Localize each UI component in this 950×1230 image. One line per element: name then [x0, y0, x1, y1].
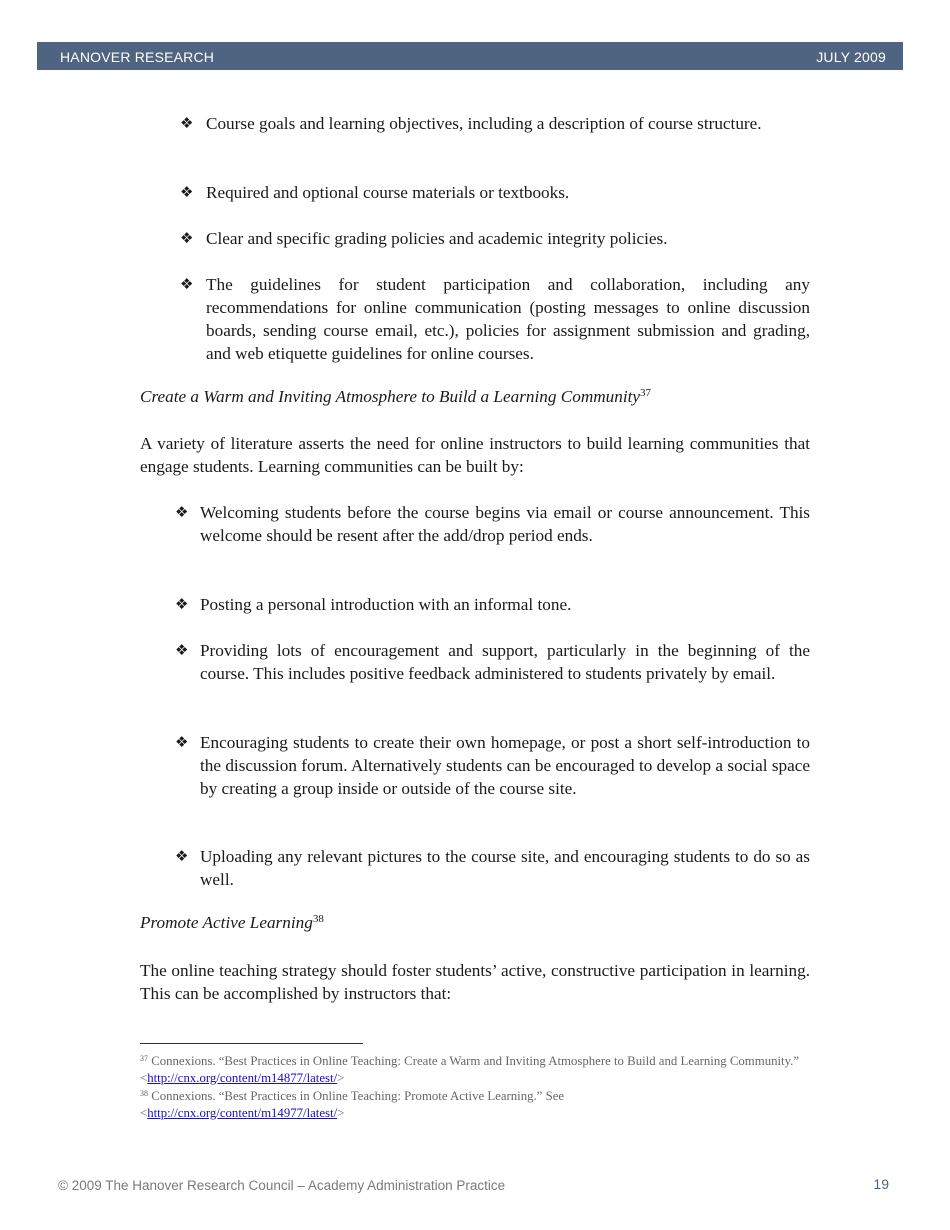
section-intro: The online teaching strategy should foster students’ active, constructive participation in learning. This can be accomplished by instructors that: — [140, 961, 810, 1003]
diamond-bullet-icon: ❖ — [180, 183, 194, 201]
section-heading: Promote Active Learning$^{38}$ — [140, 913, 324, 932]
header-bar — [37, 42, 903, 70]
diamond-bullet-icon: ❖ — [175, 641, 189, 659]
footnote-38: $^{38}$ Connexions. “Best Practices in Online Teaching: Promote Active Learning.” See <http://cnx.org/content/m14977/latest/> — [140, 1089, 565, 1120]
footer-copyright: © 2009 The Hanover Research Council – Academy Administration Practice — [58, 1178, 506, 1193]
diamond-bullet-icon: ❖ — [180, 114, 194, 132]
diamond-bullet-icon: ❖ — [175, 503, 189, 521]
footnote-link[interactable]: http://cnx.org/content/m14977/latest/ — [147, 1105, 338, 1120]
footnote-37: $^{37}$ Connexions. “Best Practices in Online Teaching: Create a Warm and Inviting Atmosphere to Build and Learning Community.” <http://cnx.org/content/m14877/latest/> — [140, 1054, 800, 1085]
list-item: ❖ Uploading any relevant pictures to the course site, and encouraging students to do so as well. — [175, 847, 810, 889]
section-heading: Create a Warm and Inviting Atmosphere to Build a Learning Community$^{37}$ — [140, 387, 652, 406]
header-date: JULY 2009 — [816, 49, 886, 65]
footnote-ref: 38 — [312, 913, 324, 925]
section-intro: A variety of literature asserts the need for online instructors to build learning communities that engage students. Learning communities can be built by: — [140, 434, 810, 476]
list-item: ❖ Clear and specific grading policies and academic integrity policies. — [180, 229, 668, 248]
footnote-divider — [140, 1043, 363, 1044]
page-number: 19 — [873, 1176, 889, 1192]
list-item: ❖ Welcoming students before the course begins via email or course announcement. This welcome should be resent after the add/drop period ends. — [175, 503, 810, 545]
diamond-bullet-icon: ❖ — [180, 229, 194, 247]
list-item: ❖ Course goals and learning objectives, including a description of course structure. — [180, 114, 762, 133]
list-item: ❖ Providing lots of encouragement and support, particularly in the beginning of the course. This includes positive feedback administered to students privately by email. — [175, 641, 810, 683]
header-org: HANOVER RESEARCH — [60, 49, 215, 65]
list-item: ❖ Encouraging students to create their own homepage, or post a short self-introduction to the discussion forum. Alternatively students can be encouraged to develop a social space by creating a group inside or outside of the course site. — [175, 733, 810, 798]
footnote-ref: 37 — [640, 387, 652, 399]
list-item: ❖ Required and optional course materials or textbooks. — [180, 183, 570, 202]
list-item: ❖ Posting a personal introduction with an informal tone. — [175, 595, 572, 614]
diamond-bullet-icon: ❖ — [175, 595, 189, 613]
footnotes — [140, 1051, 810, 1121]
diamond-bullet-icon: ❖ — [175, 847, 189, 865]
footnote-link[interactable]: http://cnx.org/content/m14877/latest/ — [147, 1070, 338, 1085]
diamond-bullet-icon: ❖ — [180, 275, 194, 293]
list-item: ❖ The guidelines for student participation and collaboration, including any recommendations for online communication (posting messages to online discussion boards, sending course email, etc.), policies for assignment submission and grading, and web etiquette guidelines for online courses. — [180, 275, 810, 363]
diamond-bullet-icon: ❖ — [175, 733, 189, 751]
